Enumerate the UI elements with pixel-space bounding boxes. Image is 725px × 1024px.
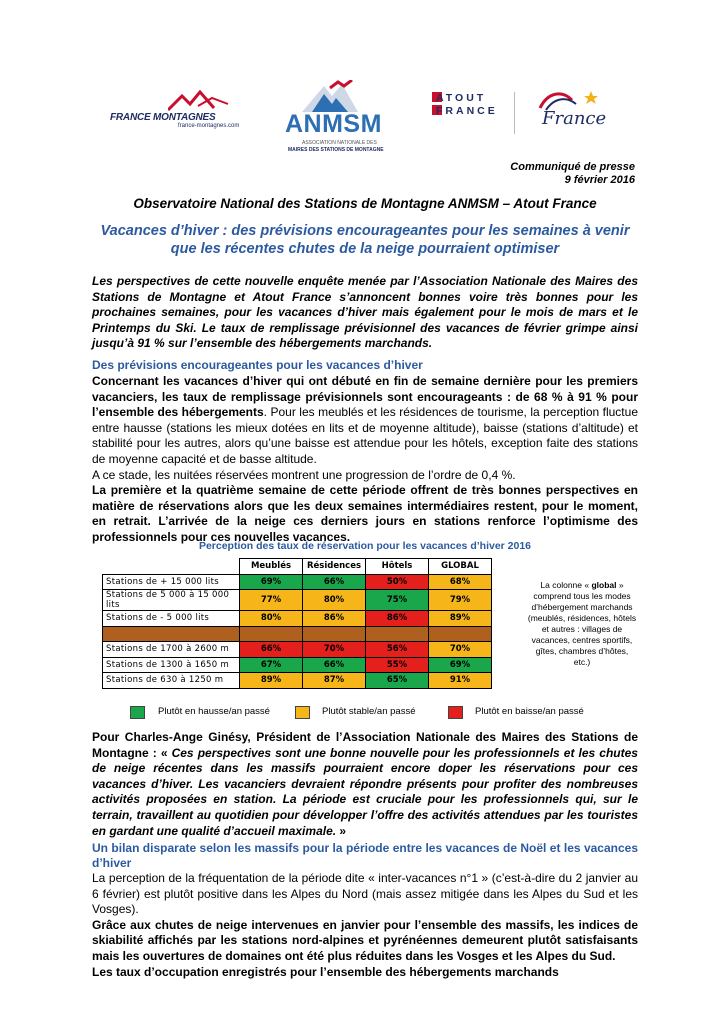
separator-cell (240, 626, 303, 642)
table-row (103, 673, 492, 689)
quote-end: » (336, 823, 347, 838)
table-cell: 55% (366, 657, 429, 673)
row-label: Stations de 1300 à 1650 m (103, 657, 240, 673)
table-cell: 68% (429, 574, 492, 590)
table-row (103, 611, 492, 627)
table-title: Perception des taux de réservation pour les vacances d’hiver 2016 (198, 540, 532, 552)
anmsm-subtitle-2: MAIRES DES STATIONS DE MONTAGNE (288, 147, 384, 153)
table-cell: 86% (303, 611, 366, 627)
separator-cell (103, 626, 240, 642)
sidenote-bold: global (591, 580, 617, 590)
table-row (103, 642, 492, 658)
header-residences: Résidences (303, 559, 366, 575)
press-release-info (510, 161, 635, 187)
row-label: Stations de 5 000 à 15 000 lits (103, 590, 240, 611)
table-cell: 91% (429, 673, 492, 689)
table-cell: 67% (240, 657, 303, 673)
table-cell: 56% (366, 642, 429, 658)
table-cell: 66% (303, 657, 366, 673)
table-cell: 80% (240, 611, 303, 627)
main-title-line1: Vacances d’hiver : des prévisions encourageantes pour les semaines à venir (100, 223, 630, 239)
table-row (103, 590, 492, 611)
header-global: GLOBAL (429, 559, 492, 575)
header-meubles: Meublés (240, 559, 303, 575)
section2-heading: Un bilan disparate selon les massifs pour la période entre les vacances de Noël et les vacances d’hiver (92, 841, 638, 870)
separator-cell (429, 626, 492, 642)
header-hotels: Hôtels (366, 559, 429, 575)
reservation-table (102, 558, 492, 689)
separator-cell (366, 626, 429, 642)
table-cell: 69% (240, 574, 303, 590)
legend-label: Plutôt en hausse/an passé (158, 706, 270, 717)
row-label: Stations de 630 à 1250 m (103, 673, 240, 689)
table-cell: 87% (303, 673, 366, 689)
table-cell: 80% (303, 590, 366, 611)
main-title (92, 222, 638, 258)
logo-divider (514, 92, 515, 134)
press-label: Communiqué de presse (510, 161, 635, 173)
section1-bold2: La première et la quatrième semaine de cette période offrent de très bonnes perspectives en matière de réservations alors que les deux semaines intermédiaires restent, pour le moment, en retrait. L’arrivée de la neige ces derniers jours en stations renforce l’optimisme des professionnels pour ces nouvelles vacances. (92, 483, 638, 544)
sidenote-post: » comprend tous les modes d’hébergement marchands (meublés, résidences, hôtels et autres : villages de vacances, centres sportifs, gîtes, chambres d’hôtes, etc.) (527, 580, 637, 667)
table-cell: 50% (366, 574, 429, 590)
france-montagnes-url: france-montagnes.com (178, 123, 240, 129)
mountain-logo-icon (168, 90, 243, 112)
section1-body (92, 374, 638, 546)
france-text: France (542, 108, 607, 129)
legend-swatch-red (448, 706, 463, 719)
table-cell: 75% (366, 590, 429, 611)
intro-paragraph: Les perspectives de cette nouvelle enquête menée par l’Association Nationale des Maires des Stations de Montagne et Atout France s’annoncent bonnes voire très bonnes pour les prochaines semaines, pour les vacances d’hiver mais également pour le mois de mars et le Printemps du Ski. Le taux de remplissage prévisionnel des vacances de février grimpe ainsi jusqu’à 91 % sur l’ensemble des hébergements marchands. (92, 274, 638, 351)
section1-text1: . Pour les meublés et les résidences de tourisme, la perception fluctue entre hausse (stations les mieux dotées en lits et de moyenne altitude), baisse (stations d’altitude) et stabilité pour les autres, alors qu’une baisse est attendue pour les hôtels, exception faite des stations de moyenne capacité et de basse altitude. (92, 405, 638, 466)
anmsm-logo (280, 80, 384, 155)
table-row (103, 574, 492, 590)
anmsm-mountain-icon (298, 80, 362, 114)
legend-swatch-orange (295, 706, 310, 719)
table-sidenote (527, 580, 637, 668)
table-separator-row (103, 626, 492, 642)
france-montagnes-logo (108, 90, 243, 135)
legend-swatch-green (130, 706, 145, 719)
table-cell: 79% (429, 590, 492, 611)
quote-text: Ces perspectives sont une bonne nouvelle pour les professionnels et les chutes de neige récentes dans les massifs pourraient encore doper les réservations pour ces vacances d’hiver. Les vacanciers devraient répondre présents pour profiter des nombreuses activités proposées en station. La période est cruciale pour les professionnels qui, sur le terrain, travaillent au quotidien pour développer l’offre des activités attendues par les touristes en gardant une qualité d’accueil maximale. (92, 745, 638, 838)
france-montagnes-name: FRANCE MONTAGNES (110, 112, 216, 123)
table-cell: 86% (366, 611, 429, 627)
section1-bold1: Concernant les vacances d’hiver qui ont débuté en fin de semaine dernière pour les premiers vacanciers, les taux de remplissage prévisionnels sont encourageants : de 68 % à 91 % pour l’ensemble des hébergements (92, 374, 638, 420)
table-cell: 69% (429, 657, 492, 673)
table-cell: 66% (303, 574, 366, 590)
section2-body (92, 871, 638, 980)
main-title-line2: que les récentes chutes de la neige pourraient optimiser (170, 241, 560, 257)
section1-heading: Des prévisions encourageantes pour les vacances d’hiver (92, 358, 423, 372)
anmsm-name: ANMSM (285, 110, 382, 138)
table-cell: 70% (429, 642, 492, 658)
atout-line2: FRANCE (436, 105, 498, 117)
table-cell: 70% (303, 642, 366, 658)
table-legend (130, 706, 630, 720)
row-label: Stations de - 5 000 lits (103, 611, 240, 627)
table-row (103, 657, 492, 673)
president-quote (92, 730, 638, 839)
section2-text1: La perception de la fréquentation de la période dite « inter-vacances n°1 » (c’est-à-dire du 2 janvier au 6 février) est plutôt positive dans les Alpes du Nord (mais assez mitigée dans les Alpes du Sud et les Vosges). (92, 871, 638, 917)
table-cell: 89% (429, 611, 492, 627)
legend-label: Plutôt stable/an passé (322, 706, 416, 717)
section2-bold1: Grâce aux chutes de neige intervenues en janvier pour l’ensemble des massifs, les indices de skiabilité affichés par les stations nord-alpines et pyrénéennes demeurent plutôt satisfaisants mais les ouvertures de domaines ont été plus réduites dans les Vosges et les Alpes du Sud. (92, 917, 638, 963)
atout-line1: ATOUT (436, 92, 487, 104)
press-date: 9 février 2016 (564, 174, 635, 186)
table-corner (103, 559, 240, 575)
table-cell: 77% (240, 590, 303, 611)
sidenote-pre: La colonne « (540, 580, 592, 590)
row-label: Stations de 1700 à 2600 m (103, 642, 240, 658)
france-brand-logo (530, 88, 605, 138)
row-label: Stations de + 15 000 lits (103, 574, 240, 590)
section1-text2: A ce stade, les nuitées réservées montrent une progression de l’ordre de 0,4 %. (92, 467, 516, 482)
table-cell: 65% (366, 673, 429, 689)
table-cell: 66% (240, 642, 303, 658)
legend-label: Plutôt en baisse/an passé (475, 706, 584, 717)
anmsm-subtitle-1: ASSOCIATION NATIONALE DES (302, 140, 377, 146)
quote-intro: Pour Charles-Ange Ginésy, Président de l’Association Nationale des Maires des Stations de Montagne : « (92, 730, 638, 760)
table-header-row (103, 559, 492, 575)
table-cell: 89% (240, 673, 303, 689)
atout-france-logo (432, 90, 507, 130)
separator-cell (303, 626, 366, 642)
observatory-title: Observatoire National des Stations de Montagne ANMSM – Atout France (133, 196, 597, 211)
section2-bold2: Les taux d’occupation enregistrés pour l’ensemble des hébergements marchands (92, 964, 559, 979)
